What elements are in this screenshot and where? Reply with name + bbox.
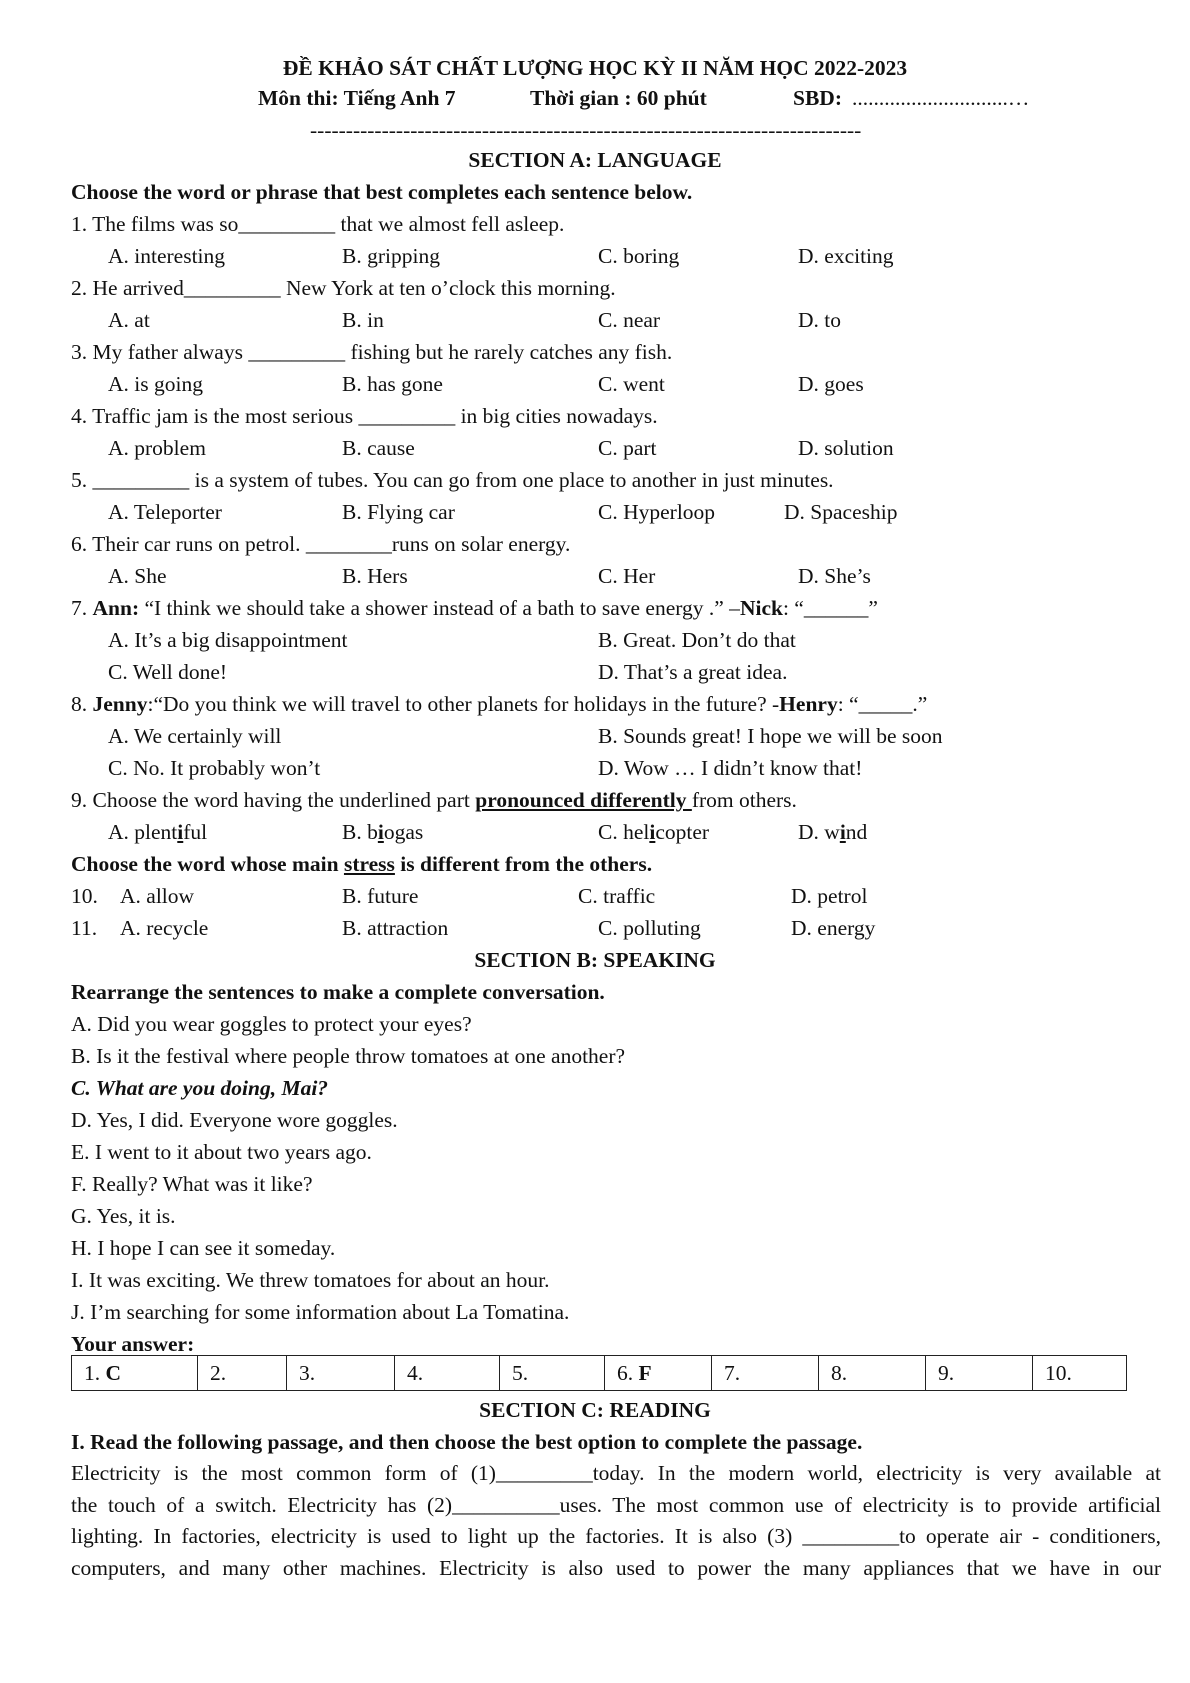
question-2-stem: 2. He arrived_________ New York at ten o’clock this morning. [71,276,616,300]
answer-number: 1. [84,1360,101,1385]
conversation-line-d: D. Yes, I did. Everyone wore goggles. [71,1108,398,1132]
question-1-stem: 1. The films was so_________ that we almost fell asleep. [71,212,565,236]
answer-cell-1[interactable] [72,1356,198,1391]
q9-d-post: nd [845,820,868,844]
sbd-label: SBD: [793,86,842,110]
q9-option-b[interactable] [342,819,423,845]
q8-blank: : “_____.” [837,692,928,716]
q5-option-d[interactable]: D. Spaceship [784,500,898,524]
q9-option-a[interactable] [108,819,207,845]
q8-option-c[interactable]: C. No. It probably won’t [108,756,321,780]
answer-table [71,1355,1127,1391]
q6-option-b[interactable]: B. Hers [342,564,408,588]
answer-cell-5[interactable] [500,1356,605,1391]
q9-b-underlined: i [377,820,384,844]
question-5-stem: 5. _________ is a system of tubes. You can go from one place to another in just minutes. [71,468,834,492]
q9-option-c[interactable] [598,819,709,845]
q7-quote: “I think we should take a shower instead of a bath to save energy .” – [144,596,740,620]
q1-option-b[interactable]: B. gripping [342,244,440,268]
q5-option-c[interactable]: C. Hyperloop [598,500,716,524]
stress-instruction-pre: Choose the word whose main [71,852,344,876]
answer-number: 3. [299,1360,316,1385]
q8-quote: :“Do you think we will travel to other planets for holidays in the future? - [147,692,780,716]
time-label: Thời gian : 60 phút [530,86,707,110]
q3-option-c[interactable]: C. went [598,372,665,396]
subject-label: Môn thi: Tiếng Anh 7 [258,86,456,110]
q1-option-d[interactable]: D. exciting [798,244,894,268]
q5-option-a[interactable]: A. Teleporter [108,500,222,524]
q3-option-d[interactable]: D. goes [798,372,864,396]
q9-b-post: ogas [383,820,424,844]
answer-cell-8[interactable] [819,1356,926,1391]
q5-option-b[interactable]: B. Flying car [342,500,455,524]
q9-stem-underlined: pronounced differently [475,788,692,812]
q10-option-c[interactable]: C. traffic [578,884,656,908]
q8-option-b[interactable]: B. Sounds great! I hope we will be soon [598,724,943,748]
section-c-instruction: I. Read the following passage, and then choose the best option to complete the passage. [71,1430,863,1454]
answer-cell-2[interactable] [198,1356,287,1391]
q4-option-b[interactable]: B. cause [342,436,415,460]
q9-a-pre: A. plent [108,820,178,844]
q11-option-b[interactable]: B. attraction [342,916,449,940]
q11-number: 11. [71,916,98,940]
answer-cell-3[interactable] [287,1356,395,1391]
answer-value: F [638,1360,652,1385]
q1-option-a[interactable]: A. interesting [108,244,226,268]
passage-line-4: computers, and many other machines. Electricity is also used to power the many appliances that we have in our [71,1555,1161,1580]
q7-number: 7. [71,596,88,620]
q11-option-a[interactable]: A. recycle [120,916,209,940]
q10-option-a[interactable]: A. allow [120,884,195,908]
answer-row [72,1356,1127,1391]
question-9-stem [71,787,797,813]
q9-stem-pre: 9. Choose the word having the underlined part [71,788,476,812]
q8-speaker-jenny: Jenny [92,692,148,716]
q1-option-c[interactable]: C. boring [598,244,680,268]
q9-a-post: ful [183,820,208,844]
q10-option-b[interactable]: B. future [342,884,419,908]
q4-option-c[interactable]: C. part [598,436,657,460]
q2-option-c[interactable]: C. near [598,308,661,332]
section-b-instruction: Rearrange the sentences to make a complete conversation. [71,980,605,1004]
section-a-title: SECTION A: LANGUAGE [468,148,722,172]
question-7-stem [71,595,878,621]
answer-number: 7. [724,1360,741,1385]
answer-value: C [105,1360,122,1385]
conversation-line-i: I. It was exciting. We threw tomatoes for about an hour. [71,1268,550,1292]
conversation-line-h: H. I hope I can see it someday. [71,1236,336,1260]
q2-option-b[interactable]: B. in [342,308,384,332]
answer-number: 6. [617,1360,634,1385]
q3-option-b[interactable]: B. has gone [342,372,443,396]
q8-number: 8. [71,692,88,716]
q9-d-underlined: i [839,820,846,844]
conversation-line-f: F. Really? What was it like? [71,1172,313,1196]
q9-b-pre: B. b [342,820,378,844]
q6-option-d[interactable]: D. She’s [798,564,871,588]
answer-cell-6[interactable] [605,1356,712,1391]
q4-option-a[interactable]: A. problem [108,436,206,460]
q9-a-underlined: i [177,820,184,844]
conversation-line-c: C. What are you doing, Mai? [71,1076,329,1100]
q8-option-d[interactable]: D. Wow … I didn’t know that! [598,756,863,780]
answer-number: 4. [407,1360,424,1385]
conversation-line-g: G. Yes, it is. [71,1204,176,1228]
question-8-stem [71,691,927,717]
passage-line-1: Electricity is the most common form of (1)_________today. In the modern world, electricity is very available at [71,1461,1161,1485]
passage-line-2: the touch of a switch. Electricity has (2)__________uses. The most common use of electricity is to provide artificial [71,1492,1161,1517]
stress-instruction-underlined: stress [343,852,395,876]
answer-cell-10[interactable] [1033,1356,1127,1391]
question-4-stem: 4. Traffic jam is the most serious _________ in big cities nowadays. [71,404,658,428]
q9-c-underlined: i [649,820,656,844]
q11-option-c[interactable]: C. polluting [598,916,701,940]
q7-speaker-nick: Nick [739,596,783,620]
answer-cell-7[interactable] [712,1356,819,1391]
section-c-title: SECTION C: READING [479,1398,711,1422]
q7-option-c[interactable]: C. Well done! [108,660,228,684]
q7-blank: : “______” [782,596,878,620]
answer-number: 9. [938,1360,955,1385]
q8-speaker-henry: Henry [779,692,838,716]
conversation-line-a: A. Did you wear goggles to protect your eyes? [71,1012,472,1036]
q9-option-d[interactable] [798,819,867,845]
q11-option-d[interactable]: D. energy [791,916,876,940]
answer-number: 8. [831,1360,848,1385]
answer-number: 5. [512,1360,529,1385]
question-6-stem: 6. Their car runs on petrol. ________runs on solar energy. [71,532,571,556]
q9-d-pre: D. w [798,820,840,844]
q8-option-a[interactable]: A. We certainly will [108,724,282,748]
q10-option-d[interactable]: D. petrol [791,884,868,908]
conversation-line-b: B. Is it the festival where people throw tomatoes at one another? [71,1044,626,1068]
q3-option-a[interactable]: A. is going [108,372,203,396]
answer-cell-9[interactable] [926,1356,1033,1391]
q7-option-a[interactable]: A. It’s a big disappointment [108,628,348,652]
your-answer-label: Your answer: [71,1332,195,1356]
q7-option-b[interactable]: B. Great. Don’t do that [598,628,796,652]
section-a-instruction: Choose the word or phrase that best completes each sentence below. [71,180,693,204]
q2-option-a[interactable]: A. at [108,308,150,332]
stress-instruction [71,851,652,877]
q10-number: 10. [71,884,98,908]
q6-option-c[interactable]: C. Her [598,564,656,588]
exam-title: ĐỀ KHẢO SÁT CHẤT LƯỢNG HỌC KỲ II NĂM HỌC 2022-2023 [282,56,908,80]
q9-c-post: copter [655,820,710,844]
answer-number: 2. [210,1360,227,1385]
conversation-line-j: J. I’m searching for some information about La Tomatina. [71,1300,570,1324]
q4-option-d[interactable]: D. solution [798,436,894,460]
sbd-field[interactable]: .............................… [852,86,1030,110]
answer-number: 10. [1045,1360,1072,1385]
q9-stem-post: from others. [691,788,797,812]
q7-speaker-ann: Ann: [92,596,140,620]
header-divider: ----------------------------------------------------------------------------- [310,118,862,142]
answer-cell-4[interactable] [395,1356,500,1391]
passage [71,1458,1161,1584]
q9-c-pre: C. hel [598,820,650,844]
stress-instruction-post: is different from the others. [394,852,653,876]
question-3-stem: 3. My father always _________ fishing but he rarely catches any fish. [71,340,673,364]
q6-option-a[interactable]: A. She [108,564,167,588]
q2-option-d[interactable]: D. to [798,308,841,332]
passage-line-3: lighting. In factories, electricity is used to light up the factories. It is also (3) _________to operate air - conditioners, [71,1524,1161,1549]
conversation-line-e: E. I went to it about two years ago. [71,1140,372,1164]
q7-option-d[interactable]: D. That’s a great idea. [598,660,788,684]
section-b-title: SECTION B: SPEAKING [474,948,716,972]
